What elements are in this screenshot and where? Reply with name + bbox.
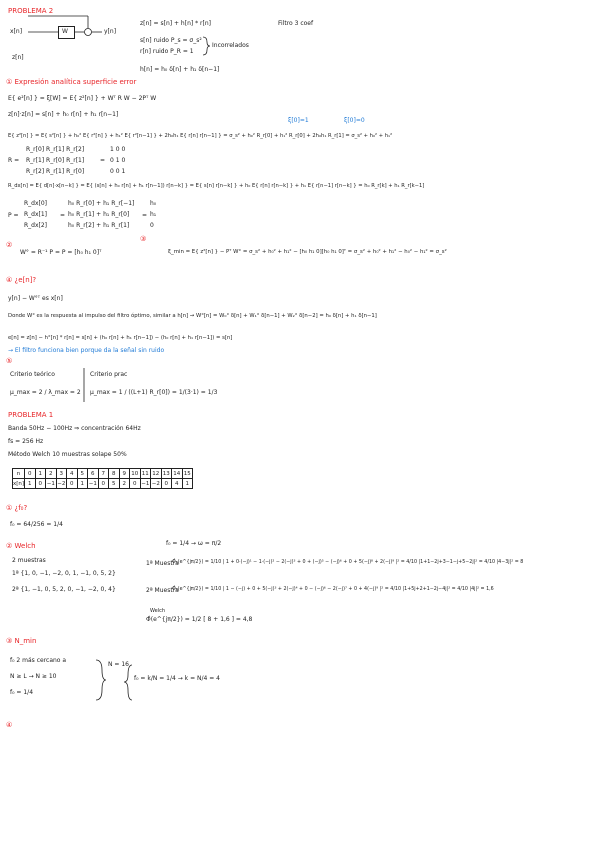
p1s2-m1-label: 1ª Muestra bbox=[146, 560, 179, 567]
table-cell: 9 bbox=[119, 469, 130, 479]
s1-annotation1: ξ[0]=1 bbox=[288, 117, 309, 124]
table-cell: 2 bbox=[119, 479, 130, 489]
s5-crit1: Criterio teórico bbox=[10, 371, 55, 378]
P3-row-1: h₁ bbox=[150, 211, 157, 218]
I-row-0: 1 0 0 bbox=[110, 146, 126, 153]
s4-line3: e[n] = z[n] − h°[n] * r[n] = s[n] + (h₀ r[n] + h₁ r[n−1]) − (h₀ r[n] + h₁ r[n−1]) = s[n] bbox=[8, 335, 233, 341]
s4-line2: Donde W° es la respuesta al impulso del filtro óptimo, similar a h[n] → W°[n] = W₀° δ[n] + W₁° δ[n−1] + W₂° δ[n−2] = h₀ δ[n] + h₁ δ[n−1] bbox=[8, 313, 377, 319]
P-label: P = bbox=[8, 212, 19, 219]
table-cell: 3 bbox=[56, 469, 67, 479]
table-cell: 1 bbox=[25, 479, 36, 489]
p1s3-line2: N ≥ L → N ≥ 10 bbox=[10, 673, 57, 680]
p1-line3: Método Welch 10 muestras solape 50% bbox=[8, 451, 127, 458]
R-row-0: R_r[0] R_r[1] R_r[2] bbox=[26, 146, 85, 153]
p1s2-m2-equation: Φ̂₂(e^{jπ/2}) = 1/10 | 1 − (−j) + 0 + 5(−j)³ + 2(−j)⁴ + 0 − (−j)⁶ − 2(−j)⁷ + 0 + 4(−j)⁹ |² = 4/10 |1+5j+2+1−2j−4j|² = 4/10 |4j|² = 1,6 bbox=[172, 587, 494, 592]
I-row-1: 0 1 0 bbox=[110, 157, 126, 164]
p1s2-title: ② Welch bbox=[6, 542, 36, 550]
s4-note: → El filtro funciona bien porque da la señal sin ruido bbox=[8, 347, 165, 354]
P-row-0: R_dx[0] bbox=[24, 200, 48, 207]
s5-crit2: Criterio prac bbox=[90, 371, 128, 378]
filtro-label: Filtro 3 coef bbox=[278, 20, 314, 27]
P-row-2: R_dx[2] bbox=[24, 222, 48, 229]
P3-row-0: h₀ bbox=[150, 200, 157, 207]
table-cell: 6 bbox=[88, 469, 99, 479]
p2-eq2: s[n] ruido P_s = σ_s² bbox=[140, 37, 202, 44]
s1-line2: z[n]·z[n] = s[n] + h₀ r[n] + h₁ r[n−1] bbox=[8, 111, 119, 118]
diagram-x-label: x[n] bbox=[10, 28, 23, 35]
diagram-w-label: W bbox=[62, 28, 68, 35]
p1s2-omega: f₀ = 1/4 → ω = π/2 bbox=[166, 540, 222, 547]
s2-number: ② bbox=[6, 241, 13, 249]
table-cell: −1 bbox=[46, 480, 55, 487]
signal-table bbox=[12, 468, 193, 489]
table-cell: −1 bbox=[88, 480, 97, 487]
s4-title: ④ ¿e[n]? bbox=[6, 276, 37, 284]
s3-number: ③ bbox=[140, 235, 147, 243]
s5-mu1: μ_max = 2 / λ_max = 2 bbox=[10, 389, 81, 396]
s1-annotation2: ξ[0]=0 bbox=[344, 117, 365, 124]
table-cell: −2 bbox=[57, 480, 66, 487]
s1-title: ① Expresión analítica superficie error bbox=[6, 78, 137, 86]
s4-line1: y[n] − W°ᵀ es x[n] bbox=[8, 295, 63, 302]
p2-eq3: r[n] ruido P_R = 1 bbox=[140, 48, 194, 55]
incorrelados-label: Incorrelados bbox=[212, 42, 249, 49]
P-row-1: R_dx[1] bbox=[24, 211, 48, 218]
table-cell: 2 bbox=[46, 469, 57, 479]
R-row-1: R_r[1] R_r[0] R_r[1] bbox=[26, 157, 85, 164]
table-cell: 5 bbox=[109, 479, 120, 489]
s5-number: ⑤ bbox=[6, 357, 13, 365]
table-cell: 0 bbox=[161, 479, 172, 489]
p1s2-line1: 2 muestras bbox=[12, 557, 46, 564]
p1s3-brace-value: N = 16 bbox=[108, 661, 129, 668]
p1-line1: Banda 50Hz − 100Hz ⇒ concentración 64Hz bbox=[8, 425, 141, 432]
diagram-y-label: y[n] bbox=[104, 28, 117, 35]
s2-equation: W° = R⁻¹ P = P = [h₀ h₁ 0]ᵀ bbox=[20, 249, 102, 256]
P3-row-2: 0 bbox=[150, 222, 154, 229]
p2-eq1: z[n] = s[n] + h[n] * r[n] bbox=[140, 20, 211, 27]
p1s3-equation: f₀ = k/N = 1/4 → k = N/4 = 4 bbox=[134, 675, 220, 682]
table-cell: 0 bbox=[98, 479, 109, 489]
table-cell: 13 bbox=[162, 470, 170, 477]
equals-sign: = bbox=[100, 157, 106, 164]
p1s4-title: ④ bbox=[6, 721, 13, 729]
p1s2-m1-equation: Φ̂₁(e^{jπ/2}) = 1/10 | 1 + 0·(−j)¹ − 1·(−j)² − 2(−j)³ + 0 + (−j)⁵ − (−j)⁶ + 0 + 5(−j)⁸ + 2(−j)⁹ |² = 4/10 |1+1−2j+3−1−j+5−2j|² = 4/10 |4−3j|² = 8 bbox=[172, 560, 524, 565]
table-cell: x[n] bbox=[13, 480, 25, 487]
p1s1-equation: f₀ = 64/256 = 1/4 bbox=[10, 521, 63, 528]
p1s2-welch-equation: Φ̂(e^{jπ/2}) = 1/2 [ 8 + 1,6 ] = 4,8 bbox=[146, 616, 253, 623]
table-cell: 15 bbox=[183, 470, 191, 477]
p2-eq4: h[n] = h₀ δ[n] + h₁ δ[n−1] bbox=[140, 66, 220, 73]
table-cell: 14 bbox=[173, 470, 181, 477]
R-row-2: R_r[2] R_r[1] R_r[0] bbox=[26, 168, 85, 175]
problema2-title: PROBLEMA 2 bbox=[8, 7, 54, 15]
table-cell: 10 bbox=[131, 470, 139, 477]
p1s2-line3: 2ª {1, −1, 0, 5, 2, 0, −1, −2, 0, 4} bbox=[12, 586, 116, 593]
p1s2-line2: 1ª {1, 0, −1, −2, 0, 1, −1, 0, 5, 2} bbox=[12, 570, 116, 577]
P2-row-0: h₀ R_r[0] + h₁ R_r[−1] bbox=[68, 200, 135, 207]
table-cell: 7 bbox=[98, 469, 109, 479]
table-cell: 5 bbox=[77, 469, 88, 479]
diagram-z-label: z[n] bbox=[12, 54, 24, 61]
table-cell: 12 bbox=[152, 470, 160, 477]
table-row bbox=[13, 479, 193, 489]
table-cell: 1 bbox=[182, 479, 193, 489]
p1s1-title: ① ¿f₀? bbox=[6, 504, 28, 512]
R-label: R = bbox=[8, 157, 20, 164]
s1-line1: E{ e²[n] } = ξ[W] = E{ z²[n] } + Wᵀ R W − 2Pᵀ W bbox=[8, 95, 157, 102]
table-cell: 0 bbox=[130, 479, 141, 489]
P2-row-2: h₀ R_r[2] + h₁ R_r[1] bbox=[68, 222, 130, 229]
p1s2-m2-label: 2ª Muestra bbox=[146, 587, 179, 594]
problema1-title: PROBLEMA 1 bbox=[8, 411, 54, 419]
s5-mu2: μ_max = 1 / ((L+1) R_r[0]) = 1/(3·1) = 1/3 bbox=[90, 389, 218, 396]
s1-line3: E{ z²[n] } = E{ s²[n] } + h₀² E{ r²[n] } + h₁² E{ r²[n−1] } + 2h₀h₁ E{ r[n] r[n−1] } = σ_s² + h₀² R_r[0] + h₁² R_r[0] + 2h₀h₁ R_r[1] = σ_s² + h₀² + h₁² bbox=[8, 133, 393, 139]
p1s3-line1: f₀ 2 más cercano a bbox=[10, 657, 67, 664]
I-row-2: 0 0 1 bbox=[110, 168, 126, 175]
s3-equation: ξ_min = E{ z²[n] } − Pᵀ W° = σ_s² + h₀² + h₁² − [h₀ h₁ 0][h₀ h₁ 0]ᵀ = σ_s² + h₀² + h₁² − h₀² − h₁² = σ_s² bbox=[168, 249, 447, 255]
p1s2-welch-label: Welch bbox=[150, 608, 166, 614]
table-cell: 1 bbox=[77, 479, 88, 489]
p1-line2: fs = 256 Hz bbox=[8, 438, 44, 445]
s1-line4: R_dx[n] = E{ d[n]·x[n−k] } = E{ (s[n] + h₀ r[n] + h₁ r[n−1]) r[n−k] } = E{ s[n] r[n−k] } + h₀ E{ r[n] r[n−k] } + h₁ E{ r[n−1] r[n−k] } = h₀ R_r[k] + h₁ R_r[k−1] bbox=[8, 183, 425, 189]
equals-sign: = bbox=[142, 212, 148, 219]
table-cell: 0 bbox=[67, 479, 78, 489]
table-cell: −2 bbox=[151, 480, 160, 487]
equals-sign: = bbox=[60, 212, 66, 219]
table-cell: 4 bbox=[67, 469, 78, 479]
table-cell: 1 bbox=[35, 469, 46, 479]
table-cell: 0 bbox=[35, 479, 46, 489]
table-cell: 4 bbox=[172, 479, 183, 489]
p1s3-title: ③ N_min bbox=[6, 637, 37, 645]
P2-row-1: h₀ R_r[1] + h₁ R_r[0] bbox=[68, 211, 130, 218]
table-cell: 8 bbox=[109, 469, 120, 479]
table-cell: 11 bbox=[141, 470, 149, 477]
table-cell: 0 bbox=[25, 469, 36, 479]
table-cell: n bbox=[13, 469, 25, 479]
p1s3-line3: f₀ = 1/4 bbox=[10, 689, 34, 696]
table-cell: −1 bbox=[141, 480, 150, 487]
table-row bbox=[13, 469, 193, 479]
